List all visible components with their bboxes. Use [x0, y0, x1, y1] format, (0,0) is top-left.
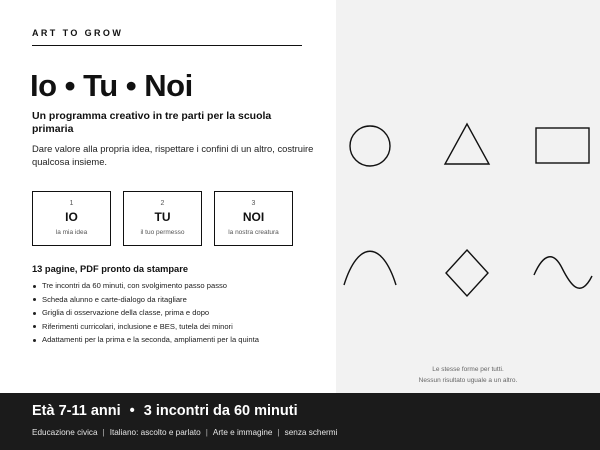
shapes-panel — [336, 0, 600, 393]
page-title: Io • Tu • Noi — [30, 68, 193, 103]
part-number: 2 — [160, 200, 165, 207]
part-caption: il tuo permesso — [140, 229, 185, 236]
subject-tag: Italiano: ascolto e parlato — [109, 428, 201, 437]
footer-bar — [0, 393, 600, 450]
info-panel — [0, 0, 336, 393]
subject-tag: Educazione civica — [32, 428, 98, 437]
diamond-icon — [446, 250, 488, 296]
tag-separator: | — [102, 428, 105, 437]
shapes-note-line-2: Nessun risultato uguale a un altro. — [418, 377, 518, 384]
part-number: 1 — [69, 200, 74, 207]
tag-separator: | — [277, 428, 280, 437]
subject-tags — [32, 428, 337, 437]
list-item: Scheda alunno e carte-dialogo da ritagliare — [32, 293, 259, 307]
part-card-noi — [214, 191, 293, 246]
list-item: Riferimenti curricolari, inclusione e BES, tutela dei minori — [32, 320, 259, 334]
subject-tag: senza schermi — [284, 428, 338, 437]
triangle-icon — [445, 124, 489, 164]
rectangle-icon — [536, 128, 589, 163]
part-number: 3 — [251, 200, 256, 207]
part-caption: la nostra creatura — [228, 229, 279, 236]
bullet-separator: • — [129, 403, 135, 419]
part-name: IO — [65, 210, 78, 224]
list-item: Tre incontri da 60 minuti, con svolgimento passo passo — [32, 279, 259, 293]
age-range: Età 7-11 anni — [32, 403, 121, 419]
contents-heading: 13 pagine, PDF pronto da stampare — [32, 264, 189, 274]
part-caption: la mia idea — [55, 229, 88, 236]
list-item: Griglia di osservazione della classe, prima e dopo — [32, 306, 259, 320]
shapes-note-line-1: Le stesse forme per tutti. — [432, 366, 504, 373]
shapes-illustration — [336, 0, 600, 393]
page-subtitle: Un programma creativo in tre parti per la scuola primaria — [32, 110, 272, 135]
brand-label: ART TO GROW — [32, 28, 124, 38]
header-divider — [32, 45, 302, 46]
circle-icon — [350, 126, 390, 166]
footer-headline — [32, 403, 298, 419]
session-info: 3 incontri da 60 minuti — [143, 403, 298, 419]
arch-curve-icon — [344, 251, 396, 285]
list-item: Adattamenti per la prima e la seconda, ampliamenti per la quinta — [32, 333, 259, 347]
tag-separator: | — [205, 428, 208, 437]
part-name: TU — [154, 210, 171, 224]
part-card-tu — [123, 191, 202, 246]
part-card-io — [32, 191, 111, 246]
description: Dare valore alla propria idea, rispettare i confini di un altro, costruire qualcosa insieme. — [32, 143, 314, 167]
wave-curve-icon — [534, 257, 592, 288]
part-name: NOI — [242, 210, 265, 224]
contents-list — [32, 279, 259, 347]
subject-tag: Arte e immagine — [212, 428, 273, 437]
